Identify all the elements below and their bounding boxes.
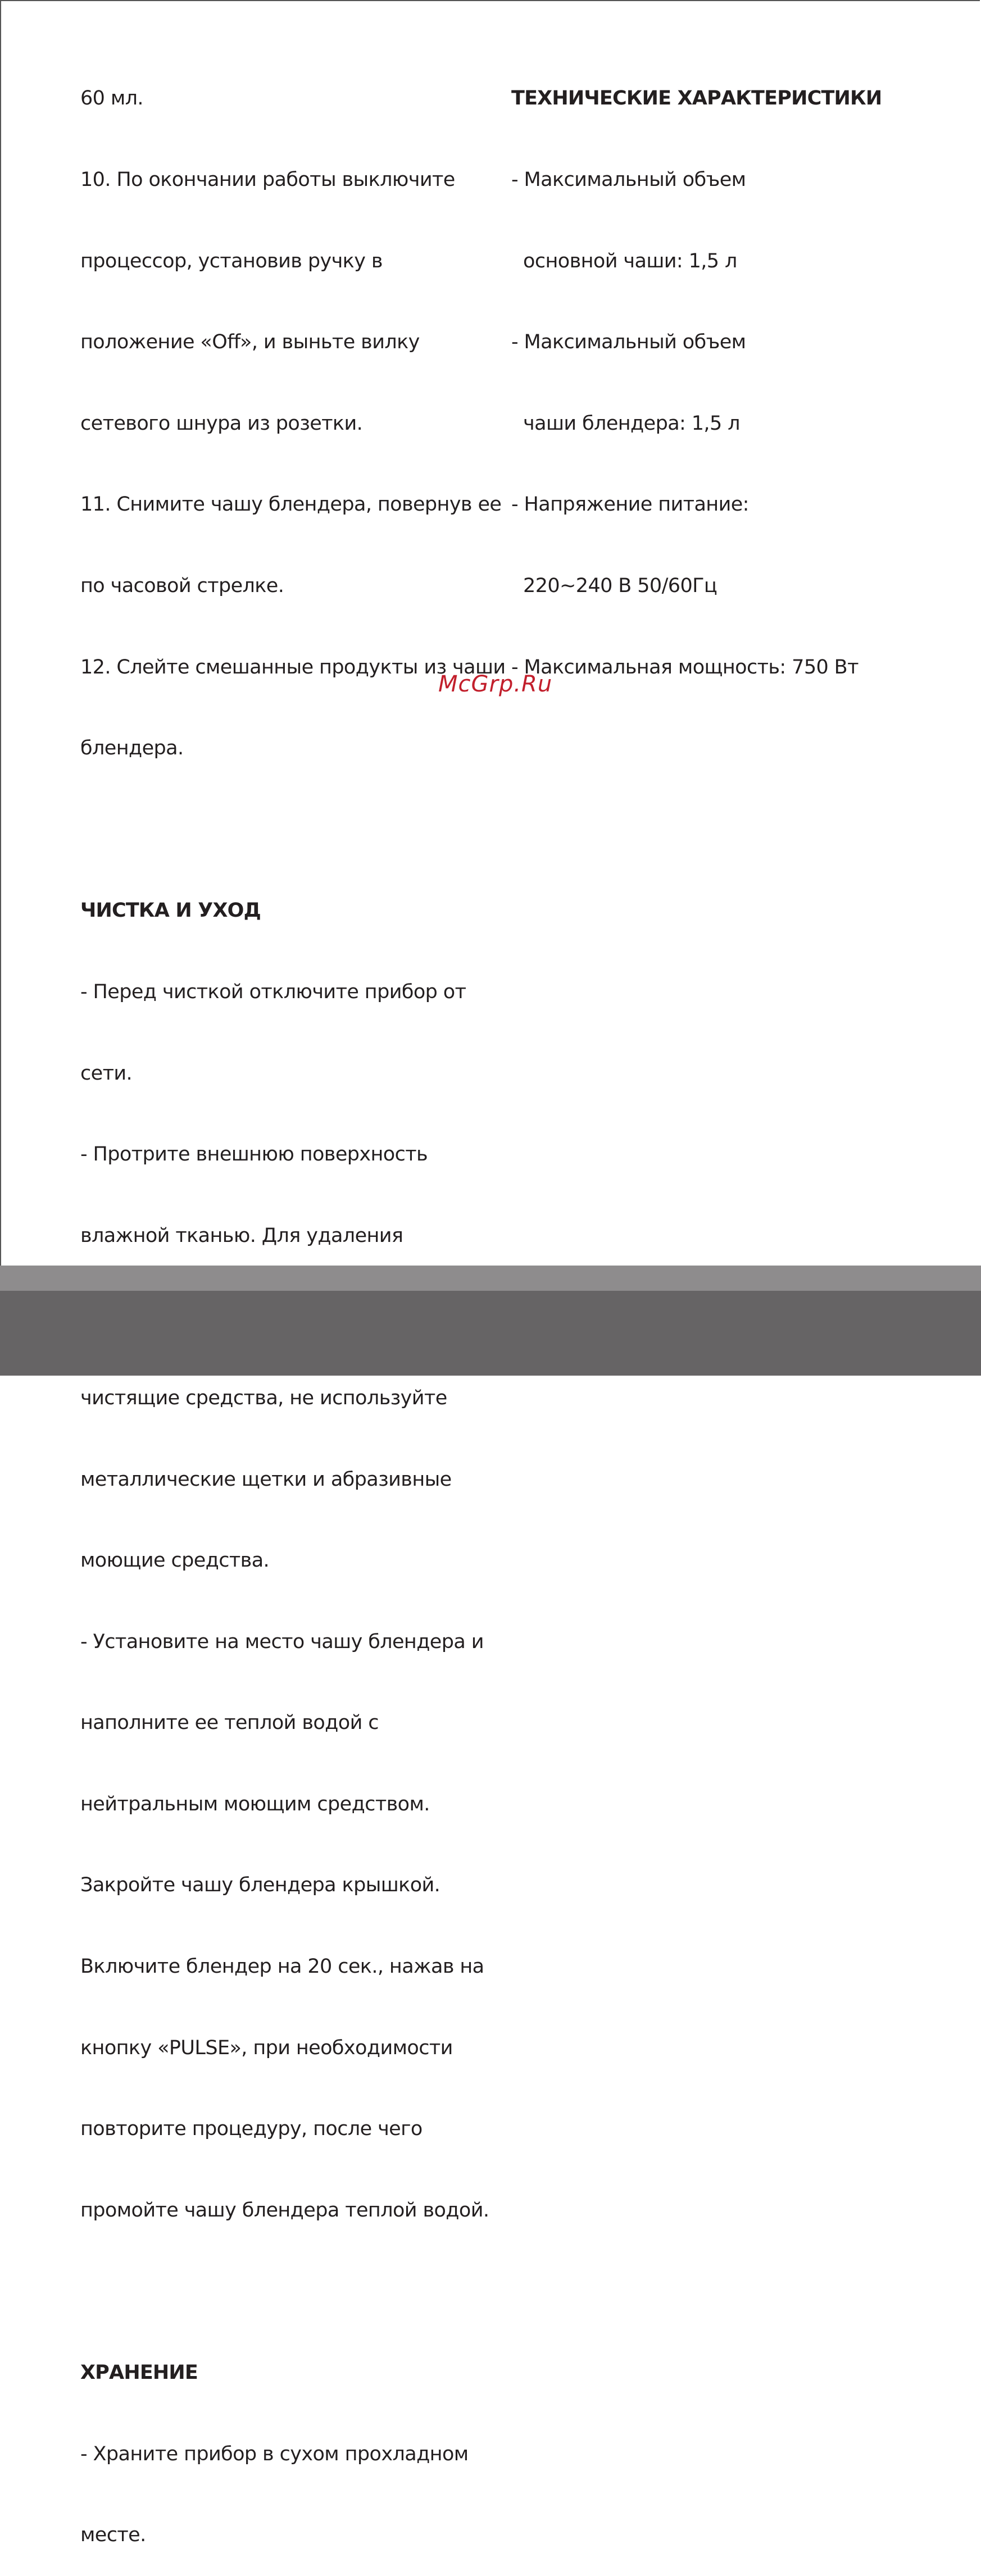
watermark: McGrp.Ru bbox=[438, 671, 553, 697]
text-line: по часовой стрелке. bbox=[80, 574, 284, 597]
text-line: промойте чашу блендера теплой водой. bbox=[80, 2199, 489, 2222]
specs-heading: ТЕХНИЧЕСКИЕ ХАРАКТЕРИСТИКИ bbox=[511, 87, 882, 110]
spec-line: - Напряжение питание: bbox=[511, 493, 749, 516]
text-line: положение «Off», и выньте вилку bbox=[80, 331, 420, 354]
text-line: металлические щетки и абразивные bbox=[80, 1468, 452, 1491]
text-line: моющие средства. bbox=[80, 1549, 270, 1572]
text-line: блендера. bbox=[80, 737, 184, 760]
text-line: повторите процедуру, после чего bbox=[80, 2118, 423, 2141]
text-line: 60 мл. bbox=[80, 87, 143, 110]
spec-line: основной чаши: 1,5 л bbox=[511, 249, 737, 272]
cleaning-heading: ЧИСТКА И УХОД bbox=[80, 899, 261, 922]
spacer bbox=[80, 2278, 485, 2305]
text-line: сети. bbox=[80, 1062, 133, 1085]
right-column bbox=[511, 31, 905, 708]
spacer bbox=[80, 816, 485, 843]
footer-band-dark bbox=[0, 1291, 981, 1376]
text-line: месте. bbox=[80, 2524, 146, 2547]
text-line: - Храните прибор в сухом прохладном bbox=[80, 2442, 469, 2465]
spec-line: чаши блендера: 1,5 л bbox=[511, 412, 740, 435]
spec-line: - Максимальная мощность: 750 Вт bbox=[511, 656, 859, 679]
text-line: 10. По окончании работы выключите bbox=[80, 169, 455, 191]
text-line: - Протрите внешнюю поверхность bbox=[80, 1143, 428, 1166]
footer-band-light bbox=[0, 1266, 981, 1291]
text-line: сетевого шнура из розетки. bbox=[80, 412, 363, 435]
text-line: процессор, установив ручку в bbox=[80, 249, 383, 272]
spec-line: - Максимальный объем bbox=[511, 169, 746, 191]
text-line: - Установите на место чашу блендера и bbox=[80, 1630, 484, 1653]
text-line: Закройте чашу блендера крышкой. bbox=[80, 1874, 440, 1897]
text-line: влажной тканью. Для удаления bbox=[80, 1224, 403, 1247]
spec-line: 220~240 В 50/60Гц bbox=[511, 574, 717, 597]
text-line: наполните ее теплой водой с bbox=[80, 1712, 379, 1735]
text-line: нейтральным моющим средством. bbox=[80, 1792, 430, 1815]
text-line: Включите блендер на 20 сек., нажав на bbox=[80, 1955, 484, 1978]
storage-heading: ХРАНЕНИЕ bbox=[80, 2361, 198, 2384]
text-line: кнопку «PULSE», при необходимости bbox=[80, 2036, 453, 2059]
text-line: - Перед чисткой отключите прибор от bbox=[80, 980, 466, 1003]
text-line: 12. Слейте смешанные продукты из чаши bbox=[80, 656, 506, 679]
text-line: чистящие средства, не используйте bbox=[80, 1386, 447, 1409]
spec-line: - Максимальный объем bbox=[511, 331, 746, 354]
text-line: 11. Снимите чашу блендера, повернув ее bbox=[80, 493, 502, 516]
